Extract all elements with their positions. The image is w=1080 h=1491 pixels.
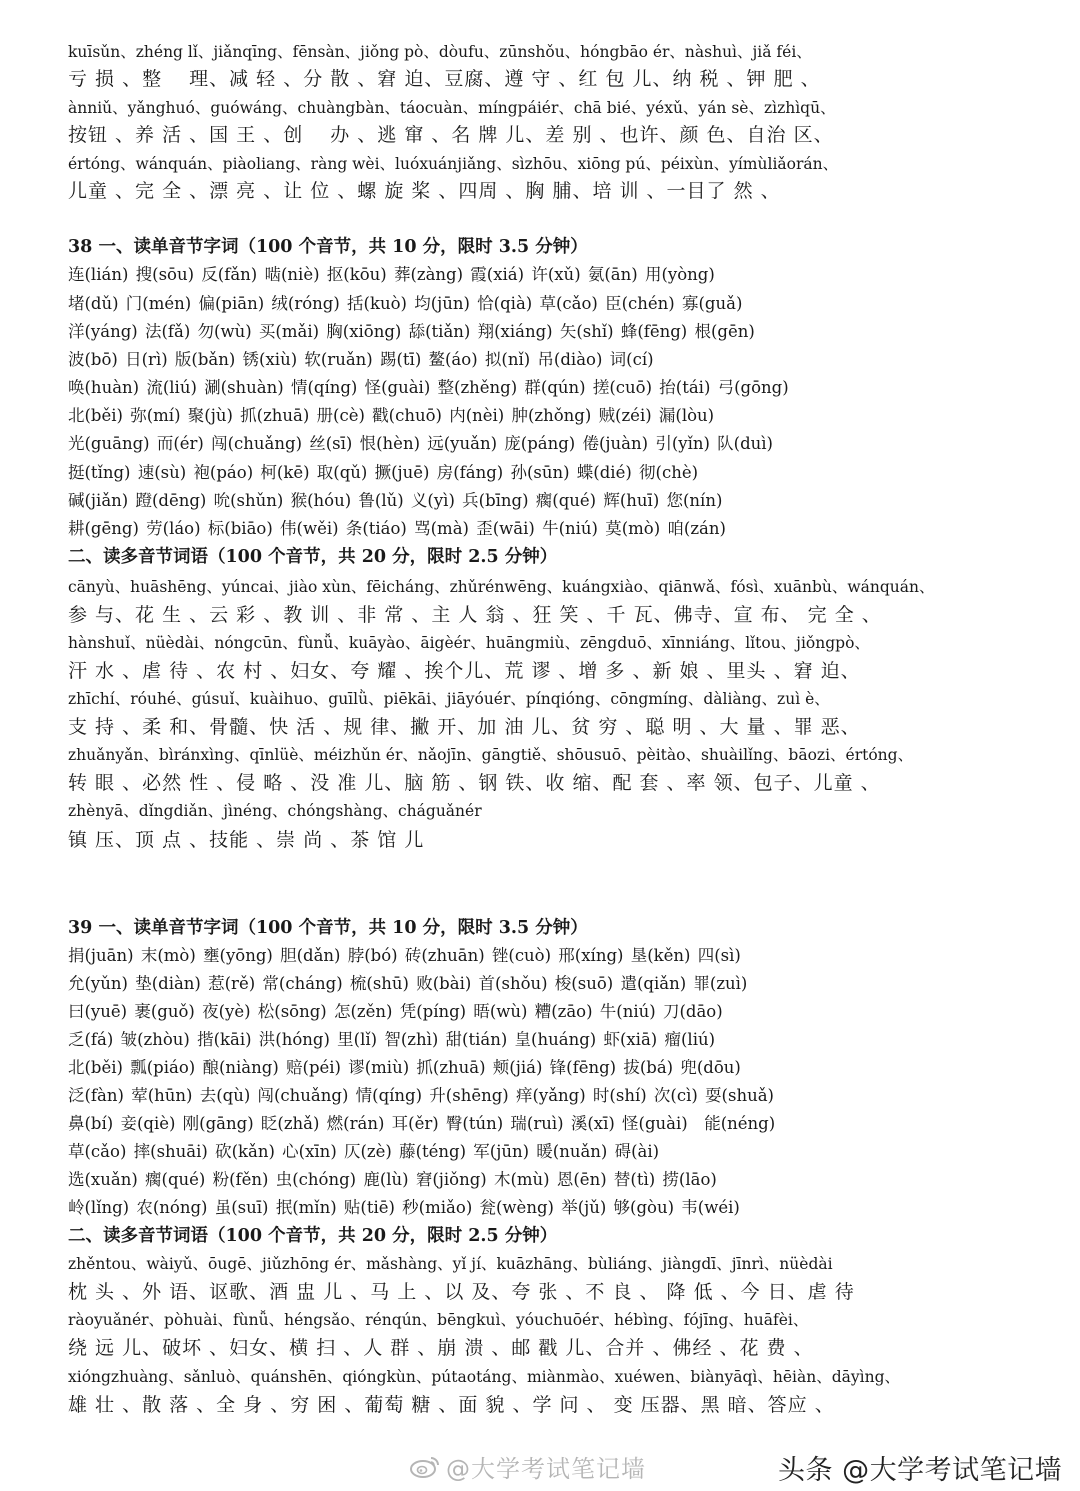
char-pinyin-line: 允(yǔn) 垫(diàn) 惹(rě) 常(cháng) 梳(shū) 败(bài) 首(shǒu) 梭(suō) 遣(qiǎn) 罪(zuì) <box>68 974 748 993</box>
char-pinyin-line: 连(lián) 搜(sōu) 反(fǎn) 啮(niè) 抠(kōu) 葬(zàng) 霞(xiá) 许(xǔ) 氨(ān) 用(yòng) <box>68 265 715 284</box>
char-pinyin-line: 堵(dǔ) 门(mén) 偏(piān) 绒(róng) 括(kuò) 均(jūn) 恰(qià) 草(cǎo) 臣(chén) 寡(guǎ) <box>68 294 743 313</box>
char-pinyin-line: 挺(tǐng) 速(sù) 袍(páo) 柯(kē) 取(qǔ) 撅(juē) 房(fáng) 孙(sūn) 蝶(dié) 彻(chè) <box>68 463 699 482</box>
hanzi-line: 雄 壮 、散 落 、全 身 、穷 困 、葡萄 糖 、面 貌 、学 问 、 变 压器、黑 暗、答应 、 <box>68 1394 835 1416</box>
hanzi-line: 镇 压、顶 点 、技能 、崇 尚 、茶 馆 儿 <box>68 829 425 851</box>
hanzi-line: 汗 水 、虐 待 、农 村 、妇女、夸 耀 、挨个儿、荒 谬 、增 多 、新 娘 、里头 、窘 迫、 <box>68 660 861 682</box>
pinyin-line: értóng、wánquán、piàoliang、ràng wèi、luóxuánjiǎng、sìzhōu、xiōng pú、péixùn、yímùliǎorán、 <box>68 155 839 173</box>
char-pinyin-line: 鼻(bí) 妾(qiè) 刚(gāng) 眨(zhǎ) 燃(rán) 耳(ěr) 臀(tún) 瑞(ruì) 溪(xī) 怪(guài) 能(néng) <box>68 1114 776 1133</box>
char-pinyin-line: 北(běi) 瓢(piáo) 酿(niàng) 赔(péi) 谬(miù) 抓(zhuā) 颊(jiá) 锋(fēng) 拔(bá) 兜(dōu) <box>68 1058 741 1077</box>
char-pinyin-line: 唤(huàn) 流(liú) 涮(shuàn) 情(qíng) 怪(guài) 整(zhěng) 群(qún) 搓(cuō) 抬(tái) 弓(gōng) <box>68 378 789 397</box>
char-pinyin-line: 捐(juān) 末(mò) 壅(yōng) 胆(dǎn) 脖(bó) 砖(zhuān) 锉(cuò) 邢(xíng) 垦(kěn) 四(sì) <box>68 946 741 965</box>
hanzi-line: 亏 损 、整 理、减 轻 、分 散 、窘 迫、豆腐、遵 守 、红 包 儿、纳 税 、钾 肥 、 <box>68 68 821 90</box>
hanzi-line: 儿童 、完 全 、漂 亮 、让 位 、螺 旋 桨 、四周 、胸 脯、培 训 、一目了 然 、 <box>68 180 781 202</box>
pinyin-line: zhīchí、róuhé、gúsuǐ、kuàihuo、guīlǜ、piēkāi、jiāyóuér、pínqióng、cōngmíng、dàliàng、zuì è、 <box>68 690 830 708</box>
section-heading: 39 一、读单音节字词（100 个音节，共 10 分，限时 3.5 分钟） <box>68 918 588 938</box>
weibo-watermark <box>410 1449 646 1484</box>
char-pinyin-line: 北(běi) 弥(mí) 聚(jù) 抓(zhuā) 册(cè) 戳(chuō) 内(nèi) 肿(zhǒng) 贼(zéi) 漏(lòu) <box>68 406 715 425</box>
pinyin-line: kuīsǔn、zhéng lǐ、jiǎnqīng、fēnsàn、jiǒng pò、dòufu、zūnshǒu、hóngbāo ér、nàshuì、jiǎ féi、 <box>68 43 812 61</box>
section-heading: 38 一、读单音节字词（100 个音节，共 10 分，限时 3.5 分钟） <box>68 237 588 257</box>
pinyin-line: zhuǎnyǎn、bìránxìng、qīnlüè、méizhǔn ér、nǎojīn、gāngtiě、shōusuō、pèitào、shuàilǐng、bāozi、értóng、 <box>68 746 914 764</box>
hanzi-line: 绕 远 儿、破坏 、妇女、横 扫 、人 群 、崩 溃 、邮 戳 儿、合并 、佛经 、花 费 、 <box>68 1337 814 1359</box>
pinyin-line: xióngzhuàng、sǎnluò、quánshēn、qióngkùn、pútaotáng、miànmào、xuéwen、biànyāqì、hēiàn、dāyìng、 <box>68 1368 901 1386</box>
pinyin-line: ànniǔ、yǎnghuó、guówáng、chuàngbàn、táocuàn、míngpáiér、chā bié、yéxǔ、yán sè、zìzhìqū、 <box>68 99 836 117</box>
hanzi-line: 支 持 、柔 和、骨髓、快 活 、规 律、撇 开、加 油 儿、贫 穷 、聪 明 、大 量 、罪 恶、 <box>68 716 861 738</box>
char-pinyin-line: 波(bō) 日(rì) 版(bǎn) 锈(xiù) 软(ruǎn) 踢(tī) 鳌(áo) 拟(nǐ) 吊(diào) 词(cí) <box>68 350 654 369</box>
weibo-icon <box>410 1456 440 1478</box>
pinyin-line: zhěntou、wàiyǔ、ōugē、jiǔzhōng ér、mǎshàng、yǐ jí、kuāzhāng、bùliáng、jiàngdī、jīnrì、nüèdài <box>68 1255 833 1273</box>
char-pinyin-line: 曰(yuē) 裹(guǒ) 夜(yè) 松(sōng) 怎(zěn) 凭(píng) 晤(wù) 糟(zāo) 牛(niú) 刀(dāo) <box>68 1002 723 1021</box>
pinyin-line: cānyù、huāshēng、yúncai、jiào xùn、fēicháng、zhǔrénwēng、kuángxiào、qiānwǎ、fósì、xuānbù、wánquán、 <box>68 578 935 596</box>
pinyin-line: hànshuǐ、nüèdài、nóngcūn、fùnǚ、kuāyào、āigèér、huāngmiù、zēngduō、xīnniáng、lǐtou、jiǒngpò、 <box>68 634 870 652</box>
char-pinyin-line: 草(cǎo) 摔(shuāi) 砍(kǎn) 心(xīn) 仄(zè) 藤(téng) 军(jūn) 暖(nuǎn) 碍(ài) <box>68 1142 660 1161</box>
toutiao-watermark: 头条 @大学考试笔记墙 <box>778 1455 1063 1486</box>
char-pinyin-line: 选(xuǎn) 瘸(qué) 粉(fěn) 虫(chóng) 鹿(lù) 窘(jiǒng) 木(mù) 恩(ēn) 替(tì) 捞(lāo) <box>68 1170 717 1189</box>
char-pinyin-line: 泛(fàn) 荤(hūn) 去(qù) 闯(chuǎng) 情(qíng) 升(shēng) 痒(yǎng) 时(shí) 次(cì) 耍(shuǎ) <box>68 1086 774 1105</box>
char-pinyin-line: 耕(gēng) 劳(láo) 标(biāo) 伟(wěi) 条(tiáo) 骂(mà) 歪(wāi) 牛(niú) 莫(mò) 咱(zán) <box>68 519 726 538</box>
char-pinyin-line: 光(guāng) 而(ér) 闯(chuǎng) 丝(sī) 恨(hèn) 远(yuǎn) 庞(páng) 倦(juàn) 引(yǐn) 队(duì) <box>68 434 773 453</box>
hanzi-line: 参 与、花 生 、云 彩 、教 训 、非 常 、主 人 翁 、狂 笑 、千 瓦、佛寺、宣 布、 完 全 、 <box>68 604 882 626</box>
hanzi-line: 枕 头 、外 语、讴歌、酒 盅 儿 、马 上 、以 及、夸 张 、不 良 、 降 低 、今 日、虐 待 <box>68 1281 855 1303</box>
section-heading: 二、读多音节词语（100 个音节，共 20 分，限时 2.5 分钟） <box>68 1226 558 1246</box>
hanzi-line: 转 眼 、必然 性 、侵 略 、没 准 儿、脑 筋 、钢 铁、收 缩、配 套 、率 领、包子、儿童 、 <box>68 772 881 794</box>
char-pinyin-line: 碱(jiǎn) 蹬(dēng) 吮(shǔn) 猴(hóu) 鲁(lǔ) 义(yì) 兵(bīng) 瘸(qué) 辉(huī) 您(nín) <box>68 491 723 510</box>
hanzi-line: 按钮 、养 活 、国 王 、创 办 、逃 窜 、名 牌 儿、差 别 、也许、颜 色、自治 区、 <box>68 124 834 146</box>
char-pinyin-line: 乏(fá) 皱(zhòu) 揩(kāi) 洪(hóng) 里(lǐ) 智(zhì) 甜(tián) 皇(huáng) 虾(xiā) 瘤(liú) <box>68 1030 716 1049</box>
pinyin-line: zhènyā、dǐngdiǎn、jìnéng、chóngshàng、cháguǎnér <box>68 802 482 820</box>
char-pinyin-line: 岭(lǐng) 农(nóng) 虽(suī) 抿(mǐn) 贴(tiē) 秒(miǎo) 瓮(wèng) 举(jǔ) 够(gòu) 韦(wéi) <box>68 1198 740 1217</box>
weibo-watermark-text: @大学考试笔记墙 <box>446 1455 646 1483</box>
char-pinyin-line: 洋(yáng) 法(fǎ) 勿(wù) 买(mǎi) 胸(xiōng) 舔(tiǎn) 翔(xiáng) 矢(shǐ) 蜂(fēng) 根(gēn) <box>68 322 755 341</box>
section-heading: 二、读多音节词语（100 个音节，共 20 分，限时 2.5 分钟） <box>68 547 558 567</box>
pinyin-line: ràoyuǎnér、pòhuài、fùnǚ、héngsǎo、rénqún、bēngkuì、yóuchuōér、hébìng、fójīng、huāfèi、 <box>68 1311 809 1329</box>
